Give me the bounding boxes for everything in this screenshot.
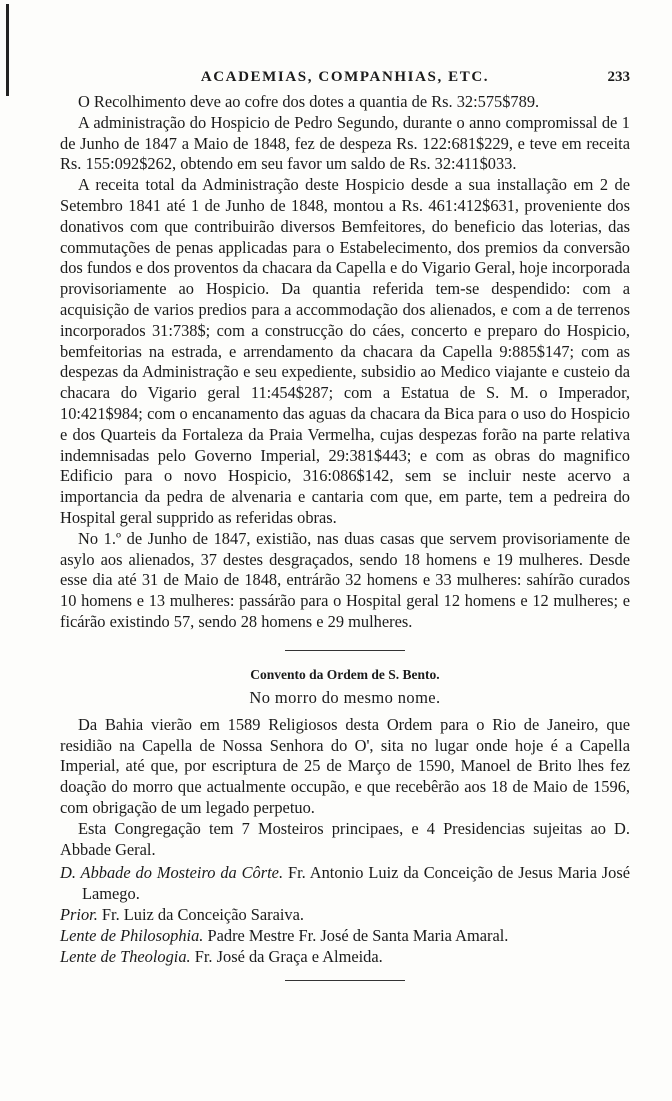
margin-rule <box>6 4 9 96</box>
member-role: Prior. <box>60 905 98 925</box>
section-body <box>60 715 630 861</box>
member-name: Fr. Luiz da Conceição Saraiva. <box>101 905 305 925</box>
paragraph: O Recolhimento deve ao cofre dos dotes a quantia de Rs. 32:575$789. <box>78 92 540 111</box>
member-entry <box>60 946 630 967</box>
member-role: D. Abbade do Mosteiro da Côrte. <box>60 863 284 883</box>
member-name: Fr. José da Graça e Almeida. <box>194 947 383 967</box>
running-head: ACADEMIAS, COMPANHIAS, ETC. <box>200 69 490 85</box>
page-number: 233 <box>607 69 630 85</box>
section-divider <box>285 650 405 651</box>
member-list <box>60 862 630 967</box>
member-role: Lente de Philosophia. <box>60 926 204 946</box>
page <box>60 62 630 981</box>
paragraph: No 1.º de Junho de 1847, existião, nas duas casas que servem provisoriamente de asylo aos alienados, 37 destes desgraçados, sendo 18 homens e 19 mulheres. Desde esse dia até 31 de Maio de 1848, entrárão 32 homens e 33 mulheres: sahírão curados 10 homens e 13 mulheres: passárão para o Hospital geral 12 homens e 12 mulheres; e ficárão existindo 57, sendo 28 homens e 29 mulheres. <box>60 528 630 631</box>
end-rule <box>285 980 405 981</box>
member-role: Lente de Theologia. <box>60 947 191 967</box>
page-header <box>60 62 630 92</box>
member-name: Fr. Antonio Luiz da Conceição de Jesus Maria José Lamego. <box>82 863 630 904</box>
section-title: Convento da Ordem de S. Bento. <box>250 666 440 682</box>
paragraph: A administração do Hospicio de Pedro Segundo, durante o anno compromissal de 1 de Junho de 1847 a Maio de 1848, fez de despeza Rs. 122:681$229, e teve em receita Rs. 155:092$262, obtendo em seu favor um saldo de Rs. 32:411$033. <box>60 112 630 174</box>
paragraph: Da Bahia vierão em 1589 Religiosos desta Ordem para o Rio de Janeiro, que residião na Capella de Nossa Senhora do O', sita no lugar onde hoje é a Capella Imperial, até que, por escriptura de 25 de Março de 1590, Manoel de Brito lhes fez doação do morro que actualmente occupão, e que recebêrão aos 18 de Maio de 1596, com obrigação de um legado perpetuo. <box>60 714 630 817</box>
section-subtitle: No morro do mesmo nome. <box>249 687 441 707</box>
member-entry <box>60 925 630 946</box>
member-entry <box>60 862 630 904</box>
paragraph: A receita total da Administração deste Hospicio desde a sua installação em 2 de Setembro 1841 até 1 de Junho de 1848, montou a Rs. 461:412$631, proveniente dos donativos com que contribuirão diversos Bemfeitores, do beneficio das loterias, das commutações de penas applicadas para o Estabelecimento, dos premios da conversão dos fundos e dos proventos da chacara da Capella e do Vigario Geral, hoje incorporada provisoriamente ao Hospicio. Da quantia referida tem-se despendido: com a acquisição de varios predios para a accommodação dos alienados, e com a de terrenos incorporados 31:738$; com a construcção do cáes, concerto e preparo do Hospicio, bemfeitorias na estrada, e arrendamento da chacara da Capella 9:885$147; com as despezas da Administração e seu expediente, subsidio ao Medico viajante e custeio da chacara do Vigario geral 11:454$287; com a Estatua de S. M. o Imperador, 10:421$984; com o encanamento das aguas da chacara da Bica para o uso do Hospicio e dos Quarteis da Fortaleza da Praia Vermelha, cujas despezas forão na parte relativa indemnisadas pelo Governo Imperial, 29:381$443; e com as obras do magnifico Edificio para o novo Hospicio, 316:086$142, sem se incluir neste acervo a importancia da pedra de alvenaria e cantaria com que, em parte, tem a pedreira do Hospital geral supprido as referidas obras. <box>60 175 630 527</box>
member-name: Padre Mestre Fr. José de Santa Maria Amaral. <box>207 926 509 946</box>
member-entry <box>60 904 630 925</box>
paragraph: Esta Congregação tem 7 Mosteiros principaes, e 4 Presidencias sujeitas ao D. Abbade Geral. <box>60 818 630 859</box>
body-text <box>60 92 630 633</box>
